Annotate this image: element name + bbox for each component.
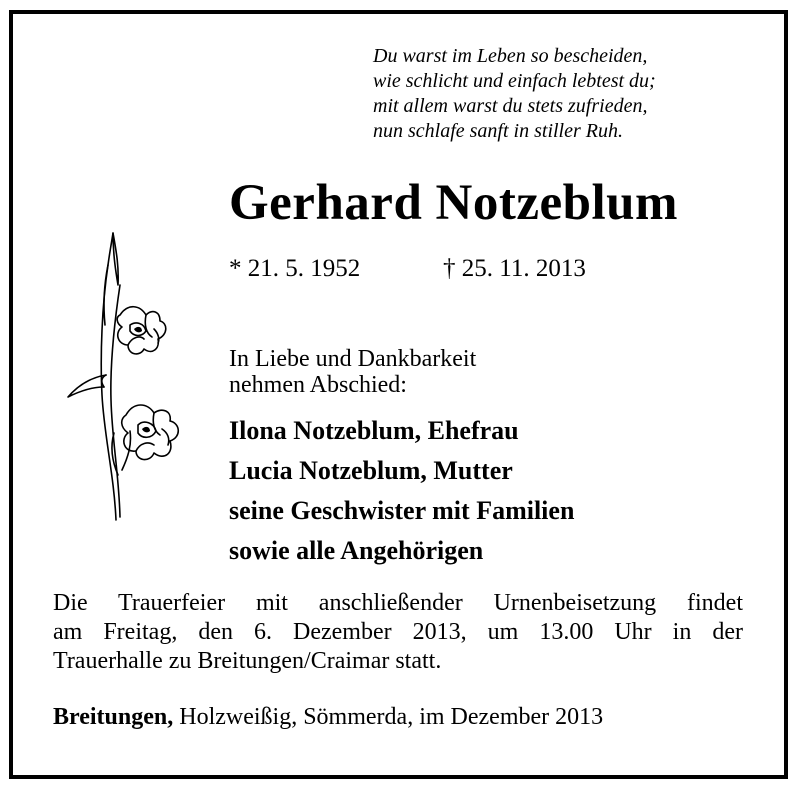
deceased-name: Gerhard Notzeblum	[229, 175, 679, 231]
intro-line: In Liebe und Dankbarkeit	[229, 346, 477, 372]
iris-flower-icon	[56, 225, 206, 525]
poem-line: wie schlicht und einfach lebtest du;	[373, 70, 656, 92]
mourner-item: seine Geschwister mit Familien	[229, 496, 575, 525]
mourners-list	[229, 411, 574, 571]
closing-rest: Holzweißig, Sömmerda, im Dezember 2013	[173, 704, 604, 730]
notice-line: Die Trauerfeier mit anschließender Urnenbeisetzung findet	[53, 590, 743, 616]
mourner-item: Ilona Notzeblum, Ehefrau	[229, 416, 519, 445]
funeral-notice	[53, 589, 743, 676]
closing-line	[53, 702, 603, 732]
intro-line: nehmen Abschied:	[229, 372, 407, 398]
birth-date: * 21. 5. 1952	[229, 255, 361, 282]
poem	[373, 44, 656, 144]
poem-line: Du warst im Leben so bescheiden,	[373, 45, 648, 67]
mourner-item: Lucia Notzeblum, Mutter	[229, 456, 513, 485]
death-date: † 25. 11. 2013	[443, 255, 586, 282]
mourner-item: sowie alle Angehörigen	[229, 536, 484, 565]
intro-text	[229, 346, 476, 398]
closing-place: Breitungen,	[53, 704, 174, 730]
notice-line: am Freitag, den 6. Dezember 2013, um 13.00 Uhr in der	[53, 619, 743, 645]
notice-line: Trauerhalle zu Breitungen/Craimar statt.	[53, 648, 442, 674]
poem-line: nun schlafe sanft in stiller Ruh.	[373, 120, 623, 142]
poem-line: mit allem warst du stets zufrieden,	[373, 95, 648, 117]
